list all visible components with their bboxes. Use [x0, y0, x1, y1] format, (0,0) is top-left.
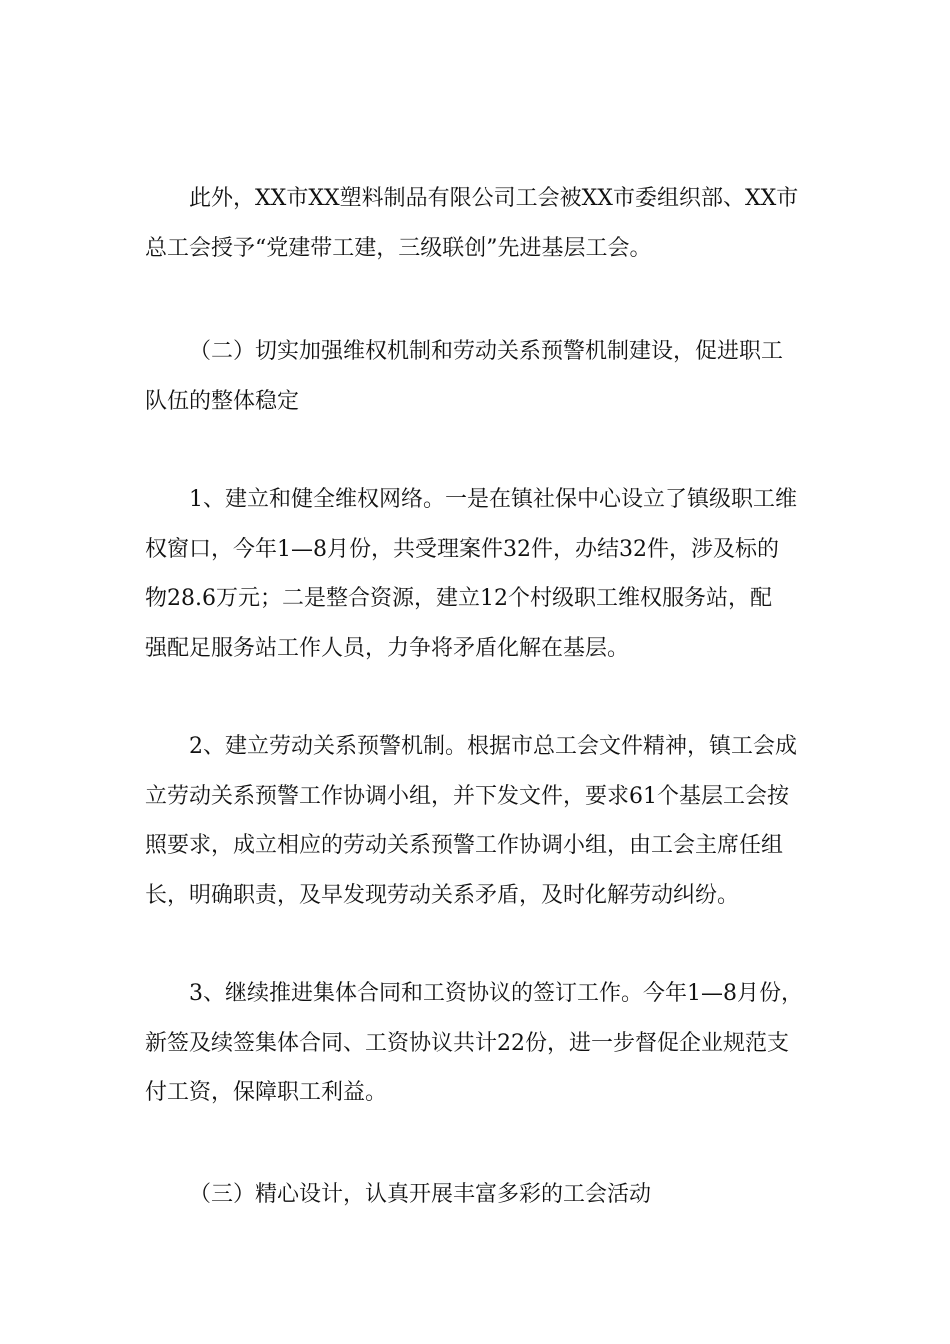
paragraph-intro — [145, 174, 835, 273]
paragraph-item-3 — [145, 969, 835, 1118]
text-line: 此外，XX市XX塑料制品有限公司工会被XX市委组织部、XX市 — [189, 186, 799, 211]
text-line: 长，明确职责，及早发现劳动关系矛盾，及时化解劳动纠纷。 — [145, 882, 740, 908]
text-line: 强配足服务站工作人员，力争将矛盾化解在基层。 — [145, 635, 630, 661]
text-line: 新签及续签集体合同、工资协议共计22份，进一步督促企业规范支 — [145, 1030, 789, 1056]
text-line: 1、建立和健全维权网络。一是在镇社保中心设立了镇级职工维 — [189, 487, 797, 512]
text-line: （二）切实加强维权机制和劳动关系预警机制建设，促进职工 — [189, 339, 784, 364]
text-line: 照要求，成立相应的劳动关系预警工作协调小组，由工会主席任组 — [145, 833, 784, 858]
text-line: 物28.6万元；二是整合资源，建立12个村级职工维权服务站，配 — [145, 586, 772, 611]
text-line: 队伍的整体稳定 — [145, 388, 300, 414]
paragraph-item-2 — [145, 722, 835, 920]
section-heading-3 — [145, 1170, 835, 1220]
text-line: （三）精心设计，认真开展丰富多彩的工会活动 — [189, 1182, 652, 1207]
text-line: 付工资，保障职工利益。 — [145, 1080, 388, 1105]
text-line: 2、建立劳动关系预警机制。根据市总工会文件精神，镇工会成 — [189, 734, 797, 759]
text-line: 立劳动关系预警工作协调小组，并下发文件，要求61个基层工会按 — [145, 783, 789, 809]
text-line: 3、继续推进集体合同和工资协议的签订工作。今年1—8月份， — [189, 981, 803, 1006]
text-line: 总工会授予“党建带工建，三级联创”先进基层工会。 — [145, 235, 652, 261]
text-line: 权窗口，今年1—8月份，共受理案件32件，办结32件，涉及标的 — [145, 536, 779, 562]
paragraph-item-1 — [145, 475, 835, 673]
section-heading-2 — [145, 327, 835, 426]
